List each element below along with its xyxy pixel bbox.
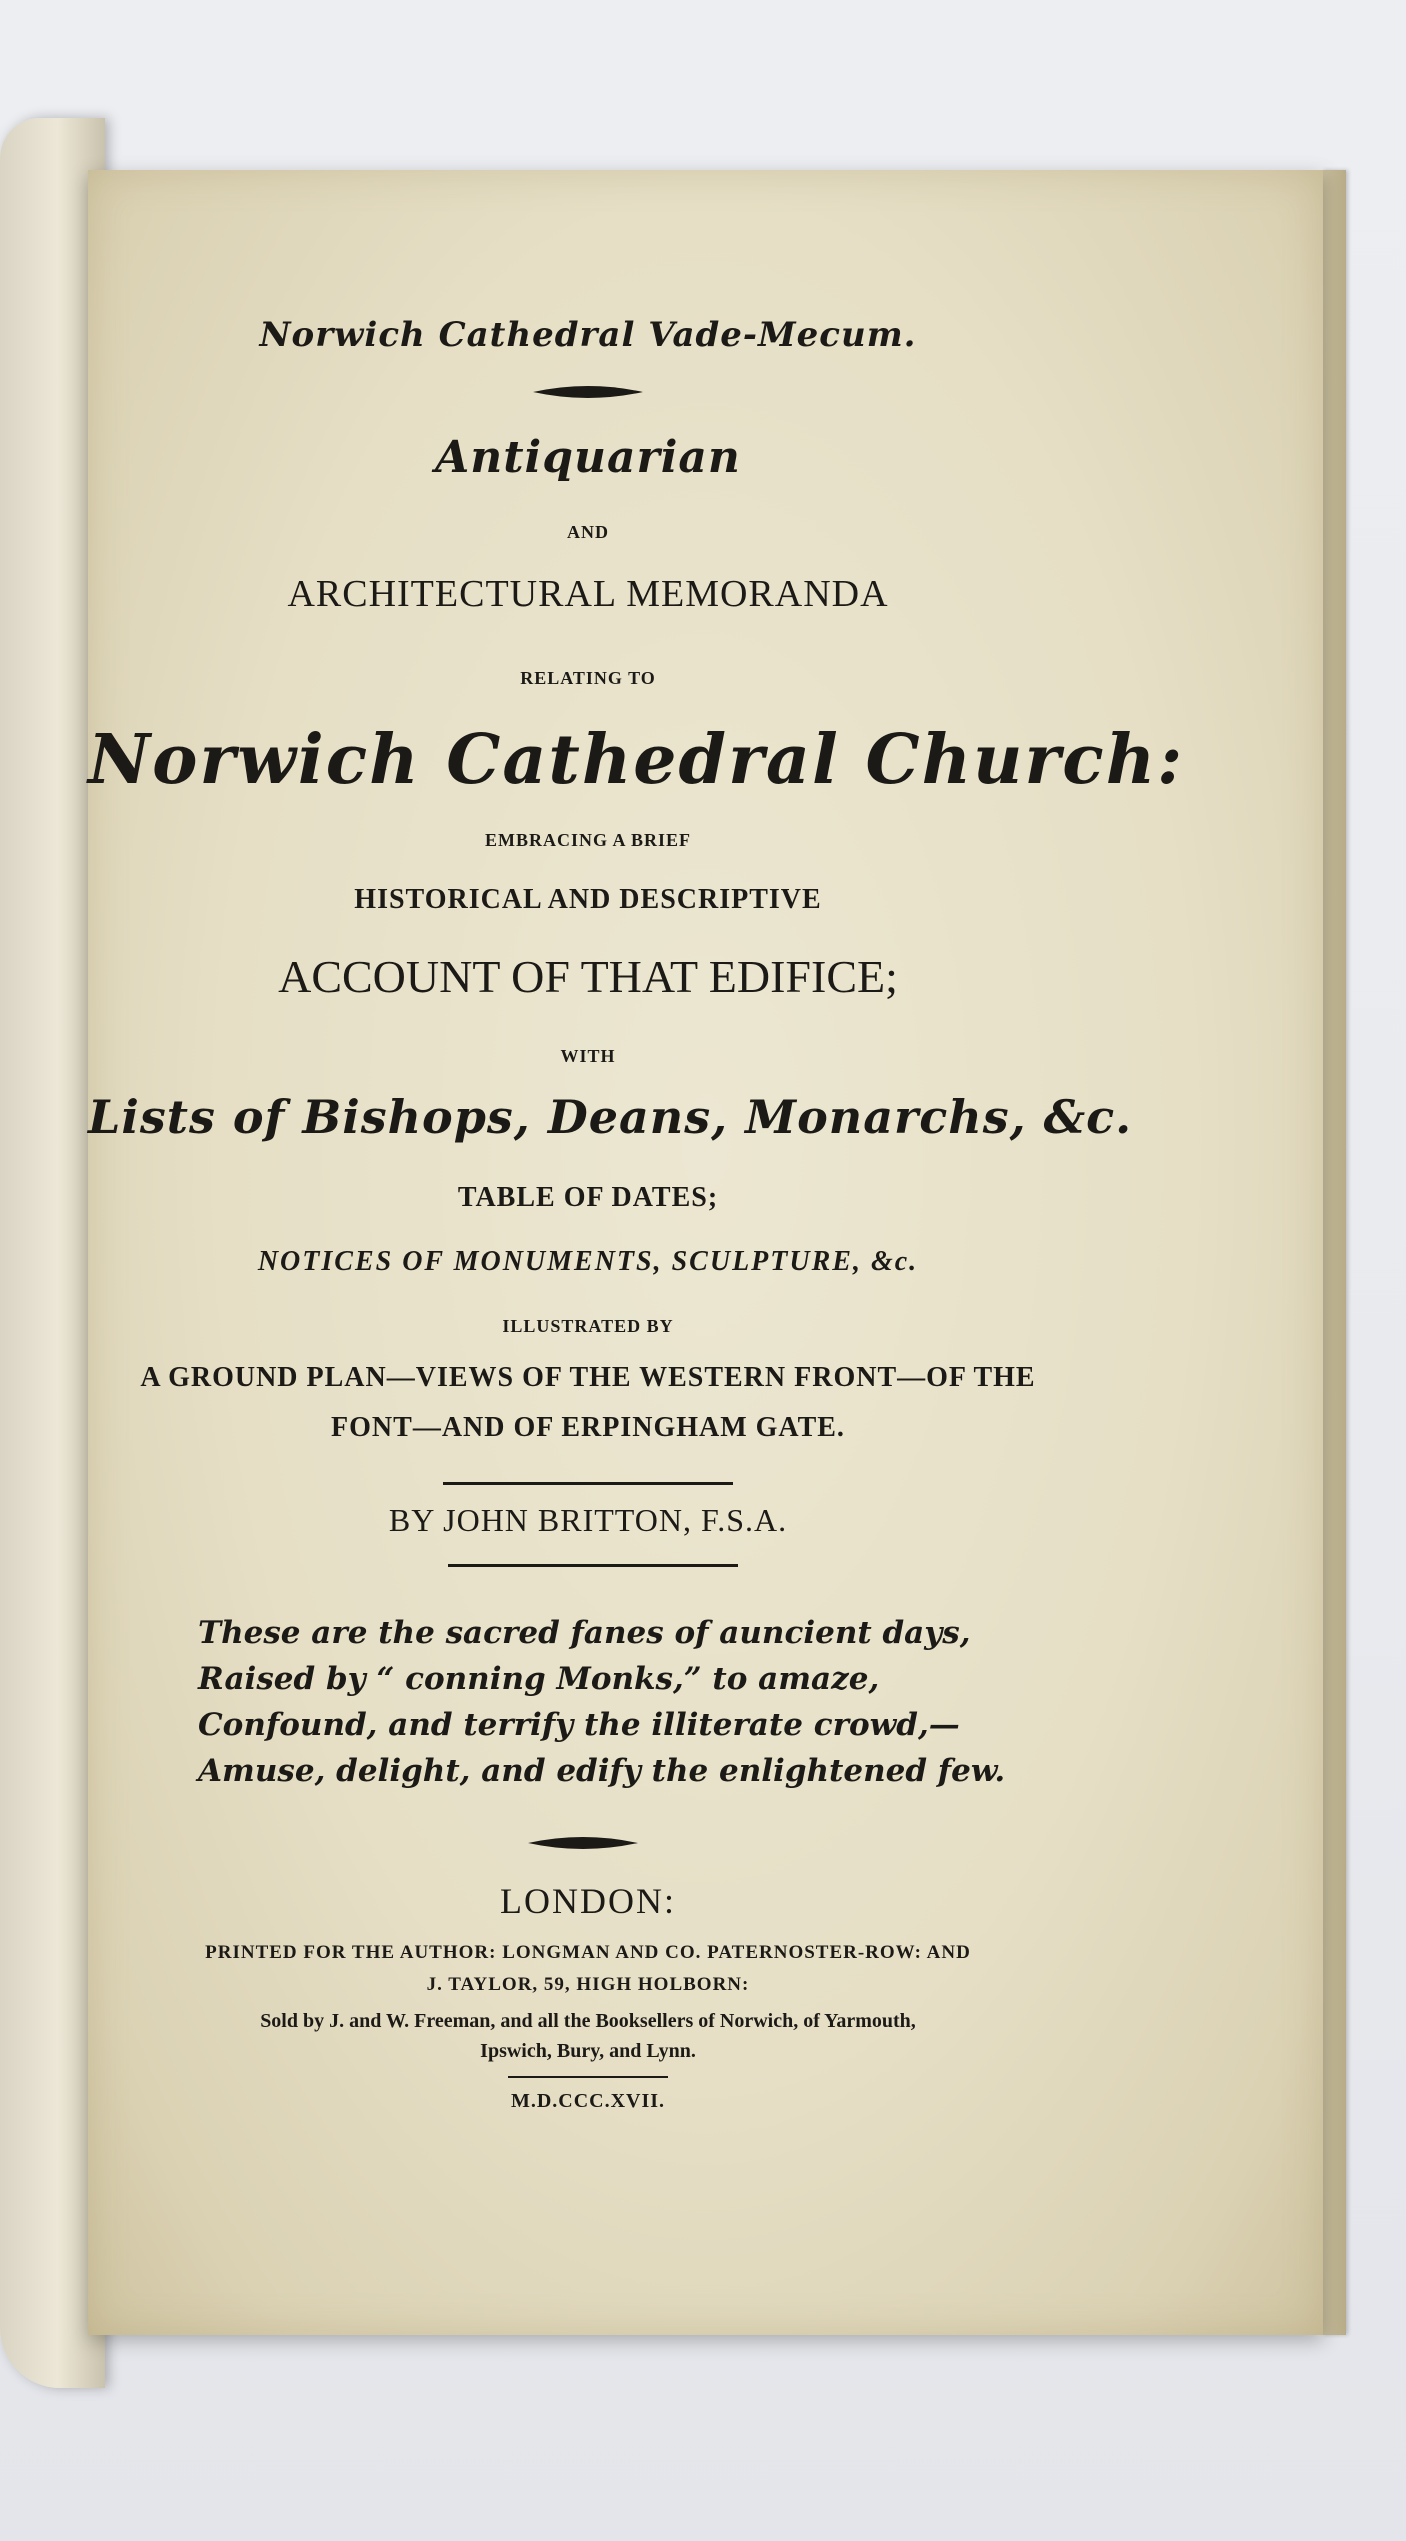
page-fore-edge bbox=[1322, 170, 1346, 2335]
ornament-top-icon bbox=[533, 382, 643, 402]
main-title: Norwich Cathedral Church: bbox=[88, 720, 1185, 800]
series-title: Norwich Cathedral Vade-Mecum. bbox=[259, 315, 917, 355]
rule-above-date bbox=[508, 2076, 668, 2078]
architectural-memoranda: ARCHITECTURAL MEMORANDA bbox=[287, 573, 889, 615]
ornament-bottom-icon bbox=[528, 1833, 638, 1853]
rule-above-author bbox=[443, 1482, 733, 1485]
ground-plan-line-1: A GROUND PLAN—VIEWS OF THE WESTERN FRONT—OF THE bbox=[140, 1362, 1036, 1393]
verse-line-4: Amuse, delight, and edify the enlightened few. bbox=[198, 1753, 1006, 1789]
embracing-text: EMBRACING A BRIEF bbox=[484, 830, 692, 850]
account-heading: ACCOUNT OF THAT EDIFICE; bbox=[278, 951, 898, 1002]
ground-plan-line-2: FONT—AND OF ERPINGHAM GATE. bbox=[331, 1412, 845, 1443]
imprint-date: M.D.CCC.XVII. bbox=[510, 2090, 666, 2112]
rule-below-author bbox=[448, 1564, 738, 1567]
imprint-city: LONDON: bbox=[500, 1881, 676, 1921]
title-page bbox=[88, 170, 1323, 2335]
antiquarian-heading: Antiquarian bbox=[435, 432, 741, 483]
author-line: BY JOHN BRITTON, F.S.A. bbox=[388, 1502, 788, 1538]
imprint-printed-line-2: J. TAYLOR, 59, HIGH HOLBORN: bbox=[426, 1974, 750, 1995]
imprint-printed-line-1: PRINTED FOR THE AUTHOR: LONGMAN AND CO. PATERNOSTER-ROW: AND bbox=[205, 1942, 971, 1963]
illustrated-by-text: ILLUSTRATED BY bbox=[502, 1316, 674, 1336]
table-of-dates: TABLE OF DATES; bbox=[457, 1182, 719, 1213]
relating-to-text: RELATING TO bbox=[520, 668, 656, 688]
verse-line-2: Raised by “ conning Monks,” to amaze, bbox=[198, 1661, 880, 1697]
epigraph-verse bbox=[198, 1610, 1006, 1794]
and-text: AND bbox=[567, 522, 609, 542]
verse-line-1: These are the sacred fanes of auncient days, bbox=[198, 1615, 971, 1651]
imprint-sold-line-1: Sold by J. and W. Freeman, and all the Booksellers of Norwich, of Yarmouth, bbox=[260, 2010, 916, 2032]
notices-text: NOTICES OF MONUMENTS, SCULPTURE, &c. bbox=[257, 1246, 919, 1277]
imprint-sold-line-2: Ipswich, Bury, and Lynn. bbox=[480, 2040, 696, 2062]
with-text: WITH bbox=[560, 1046, 616, 1066]
historical-descriptive: HISTORICAL AND DESCRIPTIVE bbox=[354, 884, 822, 915]
verse-line-3: Confound, and terrify the illiterate crowd,— bbox=[198, 1707, 960, 1743]
lists-heading: Lists of Bishops, Deans, Monarchs, &c. bbox=[88, 1090, 1133, 1144]
